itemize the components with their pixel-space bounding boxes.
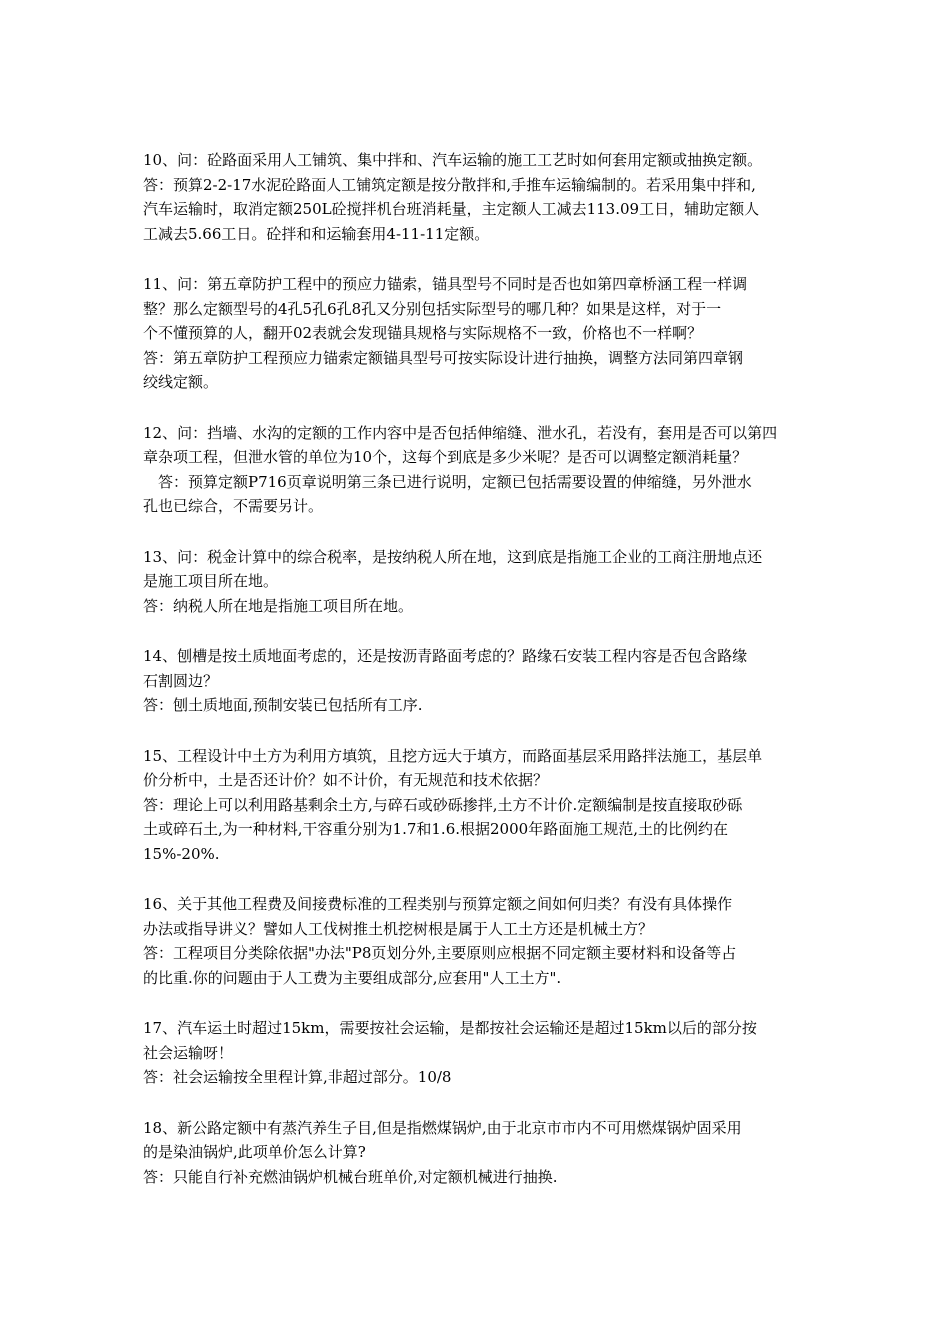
answer-line: 15%-20%. [143, 844, 220, 863]
answer-line: 答：预算定额P716页章说明第三条已进行说明，定额已包括需要设置的伸缩缝，另外泄水 [158, 472, 752, 491]
qa-item-10 [143, 148, 813, 246]
question-line: 办法或指导讲义？譬如人工伐树推土机挖树根是属于人工土方还是机械土方？ [143, 919, 654, 938]
question-line: 的是染油锅炉,此项单价怎么计算? [143, 1143, 366, 1161]
qa-item-17 [143, 1016, 813, 1090]
answer-line: 答：理论上可以利用路基剩余土方,与碎石或砂砾掺拌,土方不计价.定额编制是按直接取砂砾 [143, 795, 743, 814]
qa-item-11 [143, 272, 813, 395]
question-line: 13、问：税金计算中的综合税率，是按纳税人所在地，这到底是指施工企业的工商注册地点还 [143, 547, 763, 566]
question-line: 整？那么定额型号的4孔5孔6孔8孔又分别包括实际型号的哪几种？如果是这样，对于一 [143, 299, 722, 318]
qa-item-13 [143, 545, 813, 619]
question-line: 是施工项目所在地。 [143, 572, 279, 590]
answer-line: 孔也已综合，不需要另计。 [143, 497, 324, 515]
question-line: 16、关于其他工程费及间接费标准的工程类别与预算定额之间如何归类？有没有具体操作 [143, 895, 733, 913]
question-line: 社会运输呀！ [143, 1043, 234, 1062]
qa-item-18 [143, 1116, 813, 1190]
answer-line: 土或碎石土,为一种材料,干容重分别为1.7和1.6.根据2000年路面施工规范,土的比例约在 [143, 820, 728, 838]
answer-line: 绞线定额。 [143, 373, 219, 391]
answer-line: 答：纳税人所在地是指施工项目所在地。 [143, 596, 414, 615]
answer-line: 答：只能自行补充燃油锅炉机械台班单价,对定额机械进行抽换. [143, 1167, 558, 1186]
qa-item-16 [143, 892, 813, 990]
qa-item-15 [143, 744, 813, 867]
question-line: 17、汽车运土时超过15km，需要按社会运输，是都按社会运输还是超过15km以后的部分按 [143, 1019, 757, 1037]
question-line: 10、问：砼路面采用人工铺筑、集中拌和、汽车运输的施工工艺时如何套用定额或抽换定额。 [143, 151, 763, 169]
answer-line: 工减去5.66工日。砼拌和和运输套用4-11-11定额。 [143, 224, 490, 243]
answer-line: 答：第五章防护工程预应力锚索定额锚具型号可按实际设计进行抽换，调整方法同第四章钢 [143, 348, 744, 367]
question-line: 石割圆边？ [143, 671, 219, 690]
question-line: 章杂项工程，但泄水管的单位为10个，这每个到底是多少米呢？是否可以调整定额消耗量？ [143, 448, 748, 466]
qa-item-14 [143, 644, 813, 718]
answer-line: 答：工程项目分类除依据"办法"P8页划分外,主要原则应根据不同定额主要材料和设备等占 [143, 944, 737, 962]
answer-line: 答：刨土质地面,预制安装已包括所有工序. [143, 696, 423, 714]
qa-item-12 [143, 421, 813, 519]
question-line: 价分析中，土是否还计价？如不计价，有无规范和技术依据？ [143, 771, 549, 789]
question-line: 个不懂预算的人，翻开02表就会发现锚具规格与实际规格不一致，价格也不一样啊？ [143, 324, 703, 342]
question-line: 18、新公路定额中有蒸汽养生子目,但是指燃煤锅炉,由于北京市市内不可用燃煤锅炉固采用 [143, 1118, 742, 1137]
answer-line: 汽车运输时，取消定额250L砼搅拌机台班消耗量，主定额人工减去113.09工日，辅助定额人 [143, 200, 760, 218]
question-line: 14、刨槽是按土质地面考虑的，还是按沥青路面考虑的？路缘石安装工程内容是否包含路缘 [143, 647, 748, 665]
answer-line: 答：社会运输按全里程计算,非超过部分。10/8 [143, 1068, 452, 1086]
answer-line: 答：预算2-2-17水泥砼路面人工铺筑定额是按分散拌和,手推车运输编制的。若采用集中拌和, [143, 175, 756, 194]
question-line: 11、问：第五章防护工程中的预应力锚索，锚具型号不同时是否也如第四章桥涵工程一样调 [143, 275, 748, 293]
document-body [143, 148, 813, 1215]
question-line: 15、工程设计中土方为利用方填筑，且挖方远大于填方，而路面基层采用路拌法施工，基层单 [143, 746, 763, 765]
answer-line: 的比重.你的问题由于人工费为主要组成部分,应套用"人工土方". [143, 968, 562, 987]
question-line: 12、问：挡墙、水沟的定额的工作内容中是否包括伸缩缝、泄水孔，若没有，套用是否可以第四 [143, 423, 778, 442]
